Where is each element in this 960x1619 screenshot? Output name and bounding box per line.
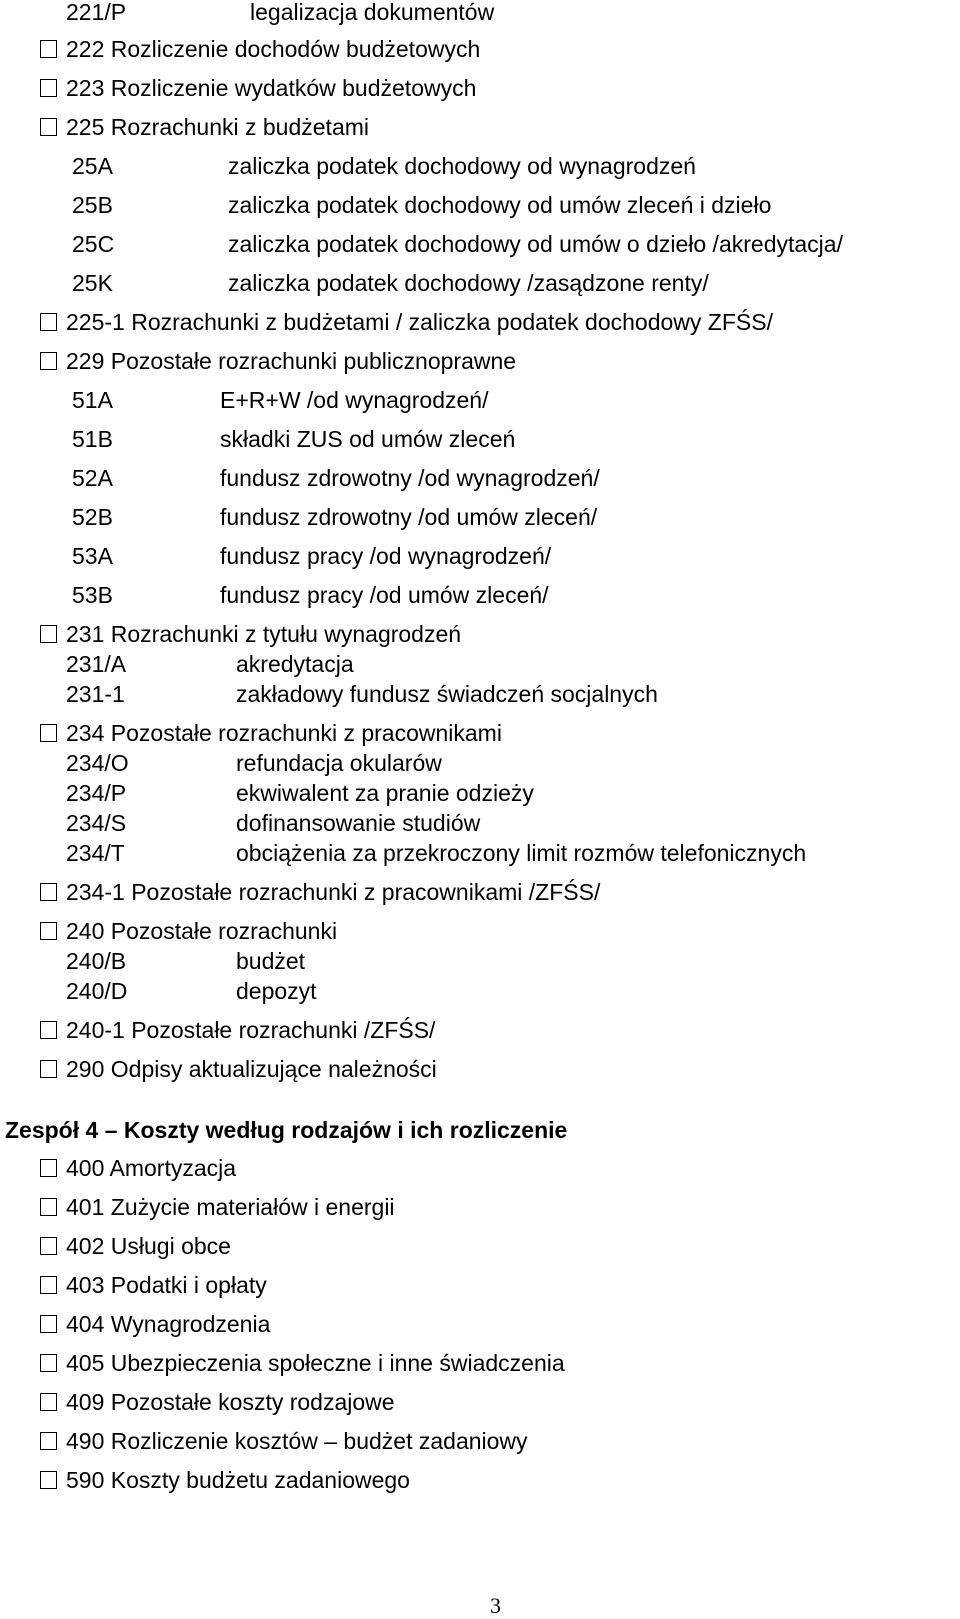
account-code: 51A — [72, 387, 113, 413]
empty-checkbox-icon — [40, 1393, 57, 1411]
account-code: 231-1 — [66, 681, 125, 707]
account-description: składki ZUS od umów zleceń — [220, 426, 516, 452]
empty-checkbox-icon — [40, 313, 57, 331]
account-line: 404 Wynagrodzenia — [66, 1311, 271, 1337]
page-number: 3 — [490, 1593, 501, 1618]
account-code: 25K — [72, 270, 113, 296]
empty-checkbox-icon — [40, 724, 57, 742]
account-code: 240/D — [66, 978, 128, 1004]
account-line: 490 Rozliczenie kosztów – budżet zadaniowy — [66, 1428, 528, 1454]
account-line: 409 Pozostałe koszty rodzajowe — [66, 1389, 395, 1415]
account-description: obciążenia za przekroczony limit rozmów telefonicznych — [236, 840, 807, 866]
account-line: 225 Rozrachunki z budżetami — [66, 114, 369, 140]
account-code: 25C — [72, 231, 115, 257]
account-line: 405 Ubezpieczenia społeczne i inne świadczenia — [66, 1350, 565, 1376]
account-description: dofinansowanie studiów — [236, 810, 481, 836]
section-heading: Zespół 4 – Koszty według rodzajów i ich rozliczenie — [5, 1117, 568, 1143]
account-description: fundusz zdrowotny /od umów zleceń/ — [220, 504, 598, 530]
account-line: 240-1 Pozostałe rozrachunki /ZFŚS/ — [66, 1017, 436, 1043]
account-description: depozyt — [236, 978, 317, 1004]
account-description: legalizacja dokumentów — [250, 0, 495, 25]
account-description: fundusz pracy /od wynagrodzeń/ — [220, 543, 552, 569]
account-code: 25A — [72, 153, 113, 179]
empty-checkbox-icon — [40, 1315, 57, 1333]
account-code: 52B — [72, 504, 113, 530]
account-code: 221/P — [66, 0, 127, 25]
account-code: 234/O — [66, 750, 129, 776]
empty-checkbox-icon — [40, 1276, 57, 1294]
empty-checkbox-icon — [40, 1198, 57, 1216]
account-description: akredytacja — [236, 651, 354, 677]
empty-checkbox-icon — [40, 883, 57, 901]
account-line: 222 Rozliczenie dochodów budżetowych — [66, 36, 481, 62]
account-description: zakładowy fundusz świadczeń socjalnych — [236, 681, 658, 707]
account-code: 53A — [72, 543, 113, 569]
account-description: zaliczka podatek dochodowy od umów o dzieło /akredytacja/ — [228, 231, 843, 257]
account-line: 231 Rozrachunki z tytułu wynagrodzeń — [66, 621, 462, 647]
account-code: 240/B — [66, 948, 127, 974]
account-code: 231/A — [66, 651, 127, 677]
empty-checkbox-icon — [40, 1237, 57, 1255]
account-code: 234/S — [66, 810, 127, 836]
account-code: 51B — [72, 426, 113, 452]
account-line: 234-1 Pozostałe rozrachunki z pracownikami /ZFŚS/ — [66, 879, 601, 905]
empty-checkbox-icon — [40, 1060, 57, 1078]
account-code: 25B — [72, 192, 113, 218]
account-description: ekwiwalent za pranie odzieży — [236, 780, 534, 806]
empty-checkbox-icon — [40, 1021, 57, 1039]
account-line: 401 Zużycie materiałów i energii — [66, 1194, 395, 1220]
empty-checkbox-icon — [40, 40, 57, 58]
account-code: 234/T — [66, 840, 125, 866]
account-description: zaliczka podatek dochodowy /zasądzone renty/ — [228, 270, 709, 296]
account-line: 229 Pozostałe rozrachunki publicznoprawne — [66, 348, 517, 374]
account-description: zaliczka podatek dochodowy od wynagrodzeń — [228, 153, 696, 179]
account-code: 234/P — [66, 780, 127, 806]
account-line: 290 Odpisy aktualizujące należności — [66, 1056, 437, 1082]
account-line: 402 Usługi obce — [66, 1233, 231, 1259]
empty-checkbox-icon — [40, 79, 57, 97]
account-description: zaliczka podatek dochodowy od umów zleceń i dzieło — [228, 192, 772, 218]
empty-checkbox-icon — [40, 625, 57, 643]
empty-checkbox-icon — [40, 1432, 57, 1450]
account-line: 234 Pozostałe rozrachunki z pracownikami — [66, 720, 502, 746]
account-line: 403 Podatki i opłaty — [66, 1272, 267, 1298]
account-code: 52A — [72, 465, 113, 491]
account-description: fundusz zdrowotny /od wynagrodzeń/ — [220, 465, 600, 491]
account-line: 223 Rozliczenie wydatków budżetowych — [66, 75, 477, 101]
account-description: refundacja okularów — [236, 750, 442, 776]
empty-checkbox-icon — [40, 1354, 57, 1372]
account-description: E+R+W /od wynagrodzeń/ — [220, 387, 489, 413]
account-line: 225-1 Rozrachunki z budżetami / zaliczka podatek dochodowy ZFŚS/ — [66, 309, 773, 335]
empty-checkbox-icon — [40, 922, 57, 940]
account-description: fundusz pracy /od umów zleceń/ — [220, 582, 549, 608]
empty-checkbox-icon — [40, 1159, 57, 1177]
account-code: 53B — [72, 582, 113, 608]
account-line: 590 Koszty budżetu zadaniowego — [66, 1467, 410, 1493]
empty-checkbox-icon — [40, 118, 57, 136]
account-line: 240 Pozostałe rozrachunki — [66, 918, 338, 944]
empty-checkbox-icon — [40, 1471, 57, 1489]
account-line: 400 Amortyzacja — [66, 1155, 237, 1181]
empty-checkbox-icon — [40, 352, 57, 370]
account-description: budżet — [236, 948, 306, 974]
